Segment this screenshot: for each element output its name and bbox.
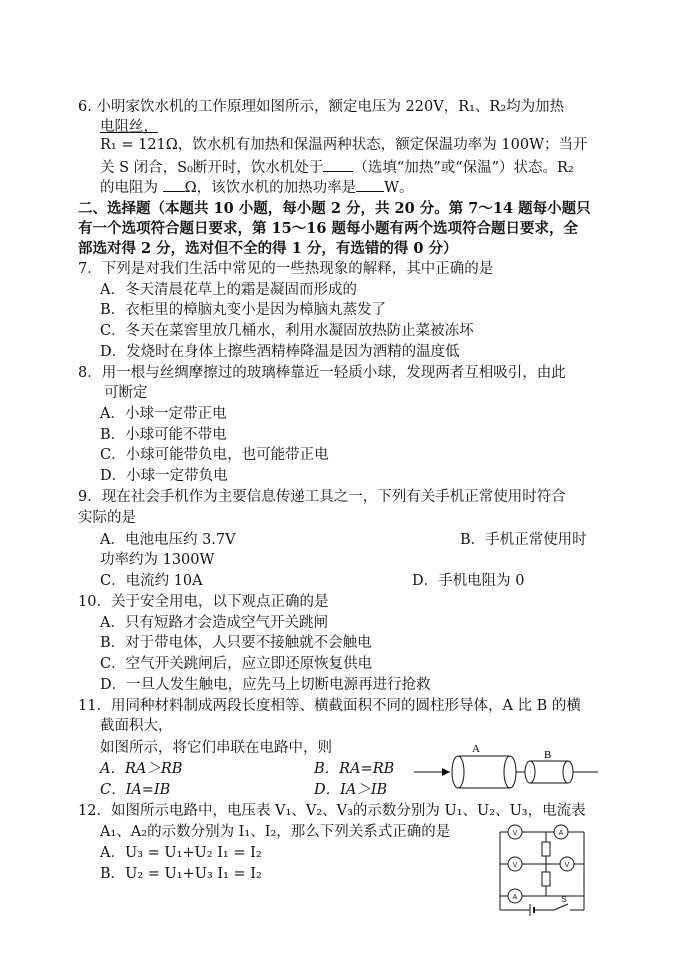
q12-stem2: A₁、A₂的示数分别为 I₁、I₂，那么下列关系式正确的是 xyxy=(100,824,451,840)
q9-option-c[interactable]: C．电流约 10A xyxy=(100,573,203,589)
q11-option-d[interactable]: D．IA＞IB xyxy=(314,782,388,798)
q6-line4b: （选填“加热”或“保温”）状态。R₂ xyxy=(353,160,574,176)
q7-stem: 7．下列是对我们生活中常见的一些热现象的解释，其中正确的是 xyxy=(78,261,494,277)
q10-option-c[interactable]: C．空气开关跳闸后，应立即还原恢复供电 xyxy=(100,656,373,672)
q9-option-a[interactable]: A．电池电压约 3.7V xyxy=(100,532,236,548)
q9-option-d[interactable]: D．手机电阻为 0 xyxy=(412,573,525,589)
q10-option-a[interactable]: A．只有短路才会造成空气开关跳闸 xyxy=(100,615,328,631)
voltmeter-icon: V xyxy=(512,830,518,837)
q10-option-d[interactable]: D．一旦人发生触电，应先马上切断电源再进行抢救 xyxy=(100,677,431,693)
q6-line5 xyxy=(100,177,414,198)
q6-line5c: W。 xyxy=(384,180,414,196)
q7-option-c[interactable]: C．冬天在菜窖里放几桶水，利用水凝固放热防止菜被冻坏 xyxy=(100,323,474,339)
q6-blank2[interactable] xyxy=(163,177,185,192)
q11-stem3: 如图所示，将它们串联在电路中，则 xyxy=(100,740,332,756)
q11-option-b[interactable]: B．RA=RB xyxy=(314,761,395,777)
q6-line5a: 的电阻为 xyxy=(100,180,163,196)
q8-stem1: 8．用一根与丝绸摩擦过的玻璃棒靠近一轻质小球，发现两者互相吸引，由此 xyxy=(78,365,566,381)
q9-option-b-cont: 功率约为 1300W xyxy=(100,552,215,568)
q7-option-b[interactable]: B．衣柜里的樟脑丸变小是因为樟脑丸蒸发了 xyxy=(100,302,387,318)
q6-line5b: Ω，该饮水机的加热功率是 xyxy=(184,180,357,196)
label-b: B xyxy=(544,749,552,761)
q11-option-c[interactable]: C．IA=IB xyxy=(100,782,171,798)
ammeter-icon: A xyxy=(512,894,518,901)
voltmeter-icon: V xyxy=(564,862,570,869)
q6-line4a: 关 S 闭合，S₀断开时，饮水机处于 xyxy=(100,160,324,176)
q9-option-b[interactable]: B．手机正常使用时 xyxy=(460,532,587,548)
circuit-figure xyxy=(494,820,594,918)
arrow-icon xyxy=(442,768,450,776)
voltmeter-icon: V xyxy=(512,862,518,869)
q6-line3: R₁ = 121Ω，饮水机有加热和保温两种状态，额定保温功率为 100W；当开 xyxy=(100,137,588,153)
q8-option-d[interactable]: D．小球一定带负电 xyxy=(100,468,228,484)
q6-blank3[interactable] xyxy=(356,177,384,192)
q9-stem1: 9．现在社会手机作为主要信息传递工具之一，下列有关手机正常使用时符合 xyxy=(78,489,566,505)
q8-stem2: 可断定 xyxy=(104,385,148,401)
q8-option-b[interactable]: B．小球可能不带电 xyxy=(100,427,227,443)
section2-line1: 二、选择题（本题共 10 小题，每小题 2 分，共 20 分。第 7～14 题每小题只 xyxy=(78,200,591,217)
q10-stem: 10．关于安全用电，以下观点正确的是 xyxy=(78,594,329,610)
q7-option-a[interactable]: A．冬天清晨花草上的霜是凝固而形成的 xyxy=(100,282,357,298)
q8-option-a[interactable]: A．小球一定带正电 xyxy=(100,406,227,422)
q6-line4 xyxy=(100,157,574,178)
switch-label: S xyxy=(561,895,567,904)
section2-line3: 部选对得 2 分，选对但不全的得 1 分，有选错的得 0 分） xyxy=(78,240,458,257)
q11-option-a[interactable]: A．RA＞RB xyxy=(100,761,183,777)
q11-stem2: 截面积大， xyxy=(100,718,173,734)
label-a: A xyxy=(472,743,480,755)
q12-option-b[interactable]: B．U₂ = U₁+U₃ I₁ = I₂ xyxy=(100,866,262,882)
q6-blank1[interactable] xyxy=(323,157,353,172)
ammeter-icon: A xyxy=(558,830,564,837)
q6-line1: 6. 小明家饮水机的工作原理如图所示，额定电压为 220V，R₁、R₂均为加热 xyxy=(78,99,565,115)
q12-option-a[interactable]: A．U₃ = U₁+U₂ I₁ = I₂ xyxy=(100,845,262,861)
q7-option-d[interactable]: D．发烧时在身体上擦些酒精棒降温是因为酒精的温度低 xyxy=(100,344,460,360)
conductor-figure xyxy=(412,742,602,792)
q8-option-c[interactable]: C．小球可能带负电，也可能带正电 xyxy=(100,447,329,463)
q6-line2: 电阻丝， xyxy=(100,119,158,135)
q11-stem1: 11．用同种材料制成两段长度相等、横截面积不同的圆柱形导体，A 比 B 的横 xyxy=(78,698,581,714)
section2-line2: 有一个选项符合题日要求，第 15～16 题每小题有两个选项符合题日要求，全 xyxy=(78,220,578,237)
q9-stem2: 实际的是 xyxy=(78,510,136,526)
q10-option-b[interactable]: B．对于带电体，人只要不接触就不会触电 xyxy=(100,635,372,651)
q12-stem1: 12．如图所示电路中，电压表 V₁、V₂、V₃的示数分别为 U₁、U₂、U₃，电流表 xyxy=(78,803,586,819)
